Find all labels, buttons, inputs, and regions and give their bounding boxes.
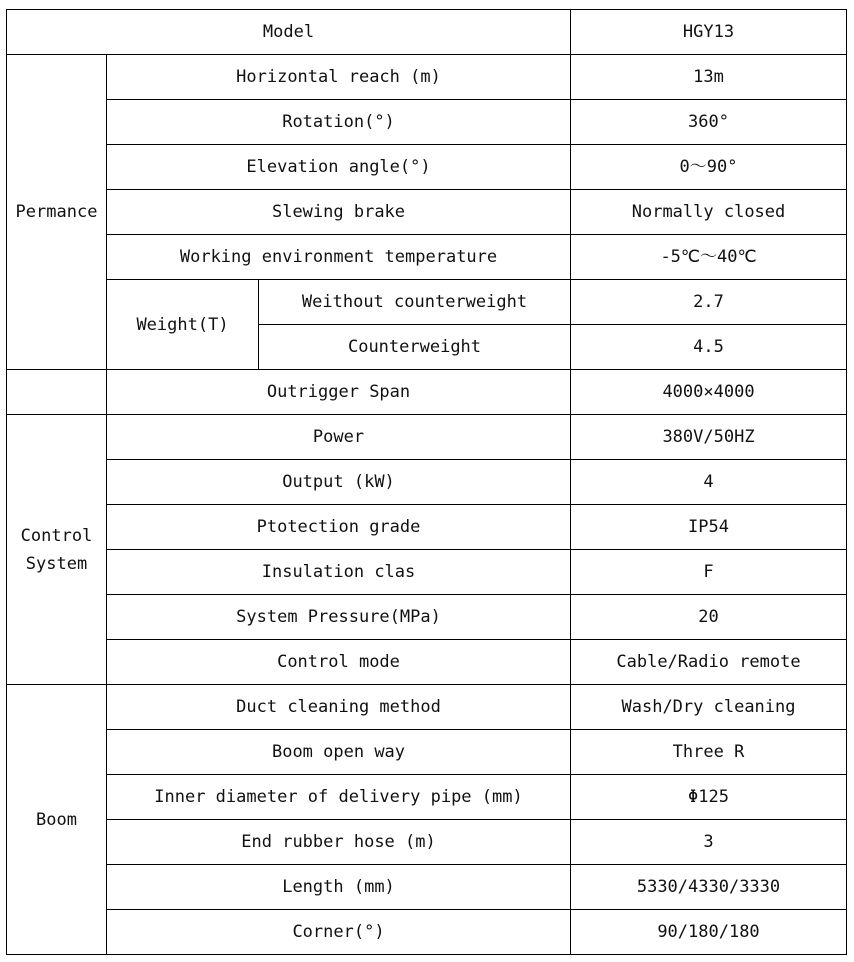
spec-value: 3 — [571, 820, 847, 865]
group-label-line: System — [25, 553, 88, 574]
spec-value: IP54 — [571, 505, 847, 550]
table-row — [7, 145, 847, 190]
control-system-group-label — [7, 415, 107, 685]
spec-value: 13m — [571, 55, 847, 100]
spec-value: Normally closed — [571, 190, 847, 235]
model-label: Model — [7, 10, 571, 55]
spec-label: Elevation angle(°) — [107, 145, 571, 190]
table-row — [7, 415, 847, 460]
table-row — [7, 820, 847, 865]
spec-label: Length (mm) — [107, 865, 571, 910]
spec-label: Horizontal reach (m) — [107, 55, 571, 100]
boom-group-label: Boom — [7, 685, 107, 955]
spec-label: Working environment temperature — [107, 235, 571, 280]
spec-value: 4 — [571, 460, 847, 505]
spec-label: Slewing brake — [107, 190, 571, 235]
spec-label: Rotation(°) — [107, 100, 571, 145]
table-row — [7, 280, 847, 325]
spec-label: Output (kW) — [107, 460, 571, 505]
table-row — [7, 235, 847, 280]
table-row — [7, 505, 847, 550]
spec-value: 2.7 — [571, 280, 847, 325]
table-row — [7, 595, 847, 640]
spec-label: Counterweight — [259, 325, 571, 370]
spec-value: 0～90° — [571, 145, 847, 190]
table-row — [7, 685, 847, 730]
spec-label: Corner(°) — [107, 910, 571, 955]
spec-label: Boom open way — [107, 730, 571, 775]
table-row — [7, 190, 847, 235]
table-row — [7, 100, 847, 145]
spec-value: Three R — [571, 730, 847, 775]
spec-value: Φ125 — [571, 775, 847, 820]
spec-label: Weithout counterweight — [259, 280, 571, 325]
group-label-line: Control — [20, 525, 93, 546]
spec-value: 360° — [571, 100, 847, 145]
table-row — [7, 730, 847, 775]
weight-group-label: Weight(T) — [107, 280, 259, 370]
model-value: HGY13 — [571, 10, 847, 55]
spec-label: Ptotection grade — [107, 505, 571, 550]
permance-group-label: Permance — [7, 55, 107, 370]
spec-value: 380V/50HZ — [571, 415, 847, 460]
spec-label: Control mode — [107, 640, 571, 685]
spec-value: 5330/4330/3330 — [571, 865, 847, 910]
spec-value: 4000×4000 — [571, 370, 847, 415]
spec-value: Cable/Radio remote — [571, 640, 847, 685]
spec-label: System Pressure(MPa) — [107, 595, 571, 640]
spec-value: 90/180/180 — [571, 910, 847, 955]
spec-value: -5℃～40℃ — [571, 235, 847, 280]
spec-label: Duct cleaning method — [107, 685, 571, 730]
spec-table — [6, 9, 847, 955]
table-row — [7, 370, 847, 415]
table-row — [7, 640, 847, 685]
table-row — [7, 55, 847, 100]
spec-label: Insulation clas — [107, 550, 571, 595]
spec-value: 20 — [571, 595, 847, 640]
spec-label: Power — [107, 415, 571, 460]
table-row — [7, 775, 847, 820]
table-row — [7, 865, 847, 910]
spec-label: Outrigger Span — [107, 370, 571, 415]
spec-label: End rubber hose (m) — [107, 820, 571, 865]
table-row — [7, 460, 847, 505]
spec-value: Wash/Dry cleaning — [571, 685, 847, 730]
empty-cell — [7, 370, 107, 415]
spec-value: F — [571, 550, 847, 595]
spec-label: Inner diameter of delivery pipe (mm) — [107, 775, 571, 820]
table-row — [7, 910, 847, 955]
spec-value: 4.5 — [571, 325, 847, 370]
table-row — [7, 550, 847, 595]
table-row — [7, 10, 847, 55]
